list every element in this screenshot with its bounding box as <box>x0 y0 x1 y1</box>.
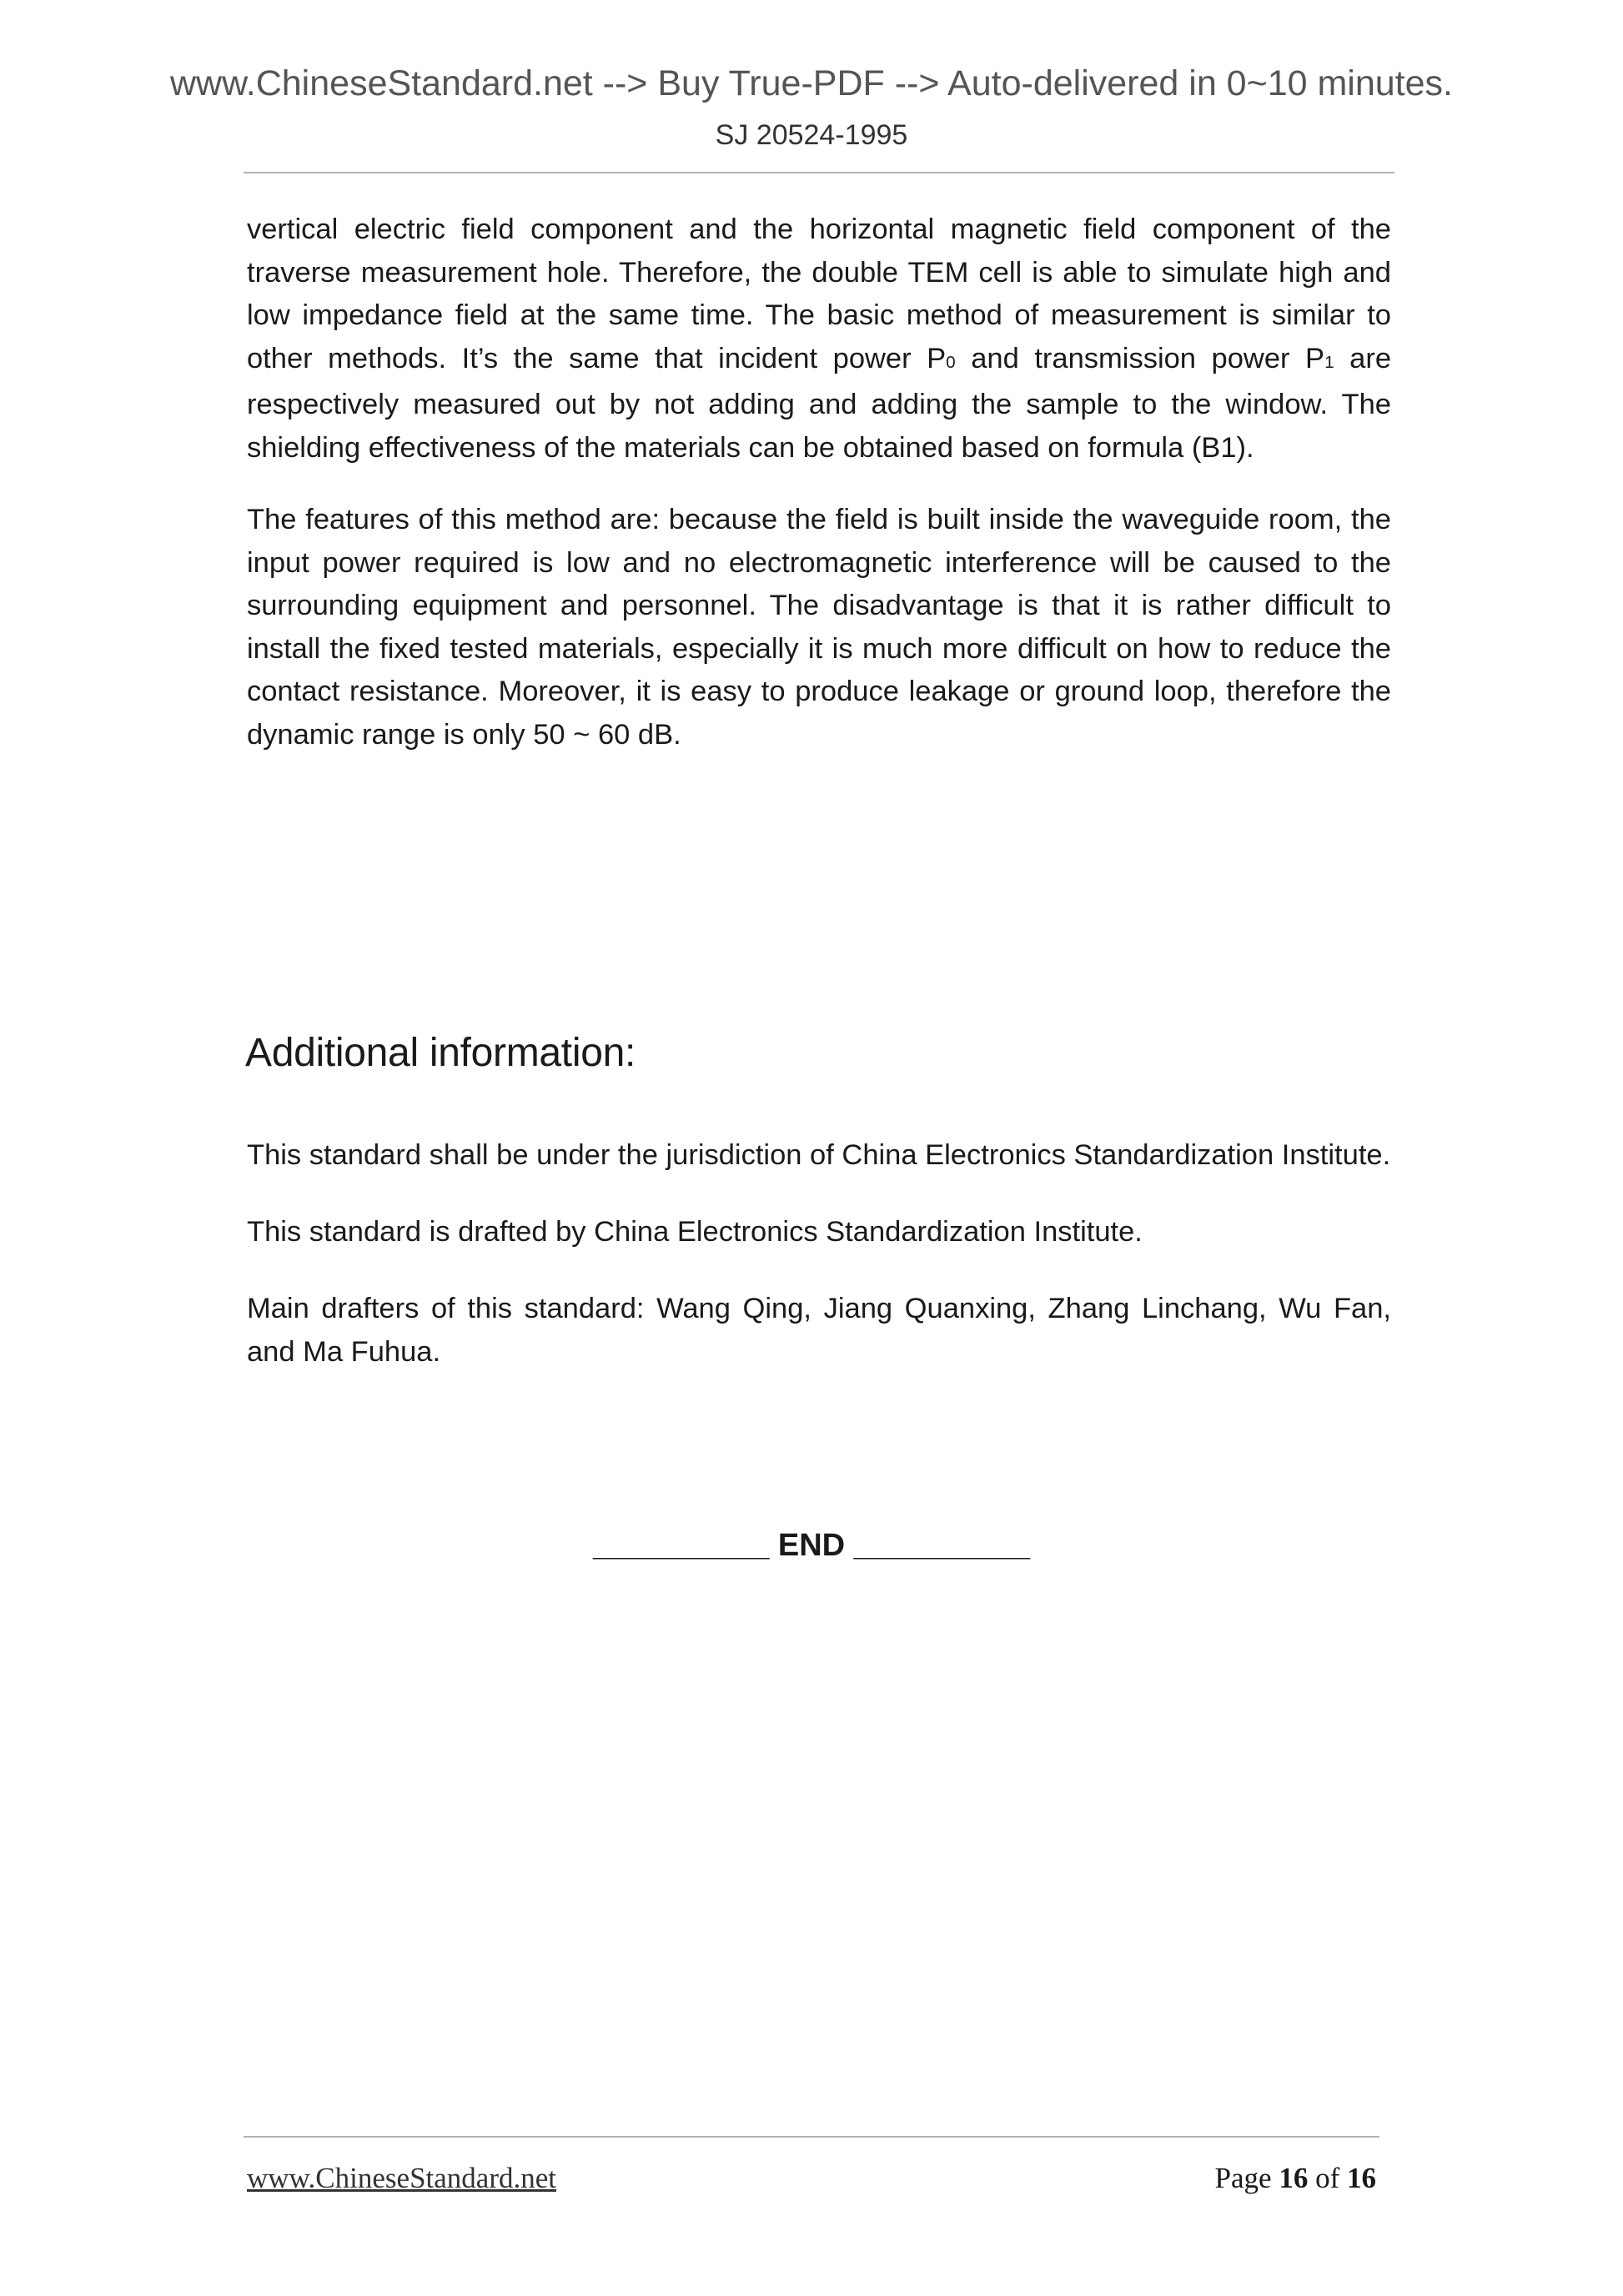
paragraph-text: are respectively measured out by not adding and adding the sample to the window. The shielding effectiveness of the materials can be obtained based on formula (B1). <box>247 342 1392 464</box>
page-separator: of <box>1308 2162 1347 2194</box>
footer-site-link[interactable]: www.ChineseStandard.net <box>247 2162 556 2194</box>
header-divider <box>244 172 1394 173</box>
paragraph-text: vertical electric field component and the horizontal magnetic field component of the traverse measurement hole. Therefore, the double TEM cell is able to simulate high and low impedance field at the same time. The basic method of measurement is similar to other methods. It’s the same that incident power P <box>247 214 1391 374</box>
page-total: 16 <box>1347 2162 1376 2194</box>
additional-info-drafted-by <box>247 1211 1391 1254</box>
paragraph-method-features <box>247 499 1391 756</box>
page-number <box>1215 2162 1376 2195</box>
paragraph-text: This standard shall be under the jurisdiction of China Electronics Standardization Institute. <box>247 1139 1391 1171</box>
paragraph-text: This standard is drafted by China Electronics Standardization Institute. <box>247 1216 1143 1248</box>
additional-information-heading: Additional information: <box>245 1031 636 1075</box>
subscript-zero: 0 <box>946 352 956 372</box>
footer-divider <box>244 2136 1379 2138</box>
subscript-one: 1 <box>1324 352 1334 372</box>
paragraph-double-tem-cell <box>247 208 1391 470</box>
additional-info-jurisdiction <box>247 1134 1391 1178</box>
top-banner-link[interactable]: www.ChineseStandard.net --> Buy True-PDF --> Auto-delivered in 0~10 minutes. <box>169 63 1453 103</box>
end-marker: __________ END __________ <box>592 1528 1031 1563</box>
paragraph-text: and transmission power P <box>955 342 1325 374</box>
paragraph-text: Main drafters of this standard: Wang Qing, Jiang Quanxing, Zhang Linchang, Wu Fan, and Ma Fuhua. <box>247 1293 1391 1368</box>
standard-code: SJ 20524-1995 <box>715 119 908 151</box>
additional-info-drafters <box>247 1288 1391 1374</box>
page-prefix: Page <box>1214 2162 1279 2194</box>
page-current: 16 <box>1279 2162 1309 2194</box>
paragraph-text: The features of this method are: because the field is built inside the waveguide room, the input power required is low and no electromagnetic interference will be caused to the surrounding equipment and personnel. The disadvantage is that it is rather difficult to install the fixed tested materials, especially it is much more difficult on how to reduce the contact resistance. Moreover, it is easy to produce leakage or ground loop, therefore the dynamic range is only 50 ~ 60 dB. <box>247 504 1391 751</box>
